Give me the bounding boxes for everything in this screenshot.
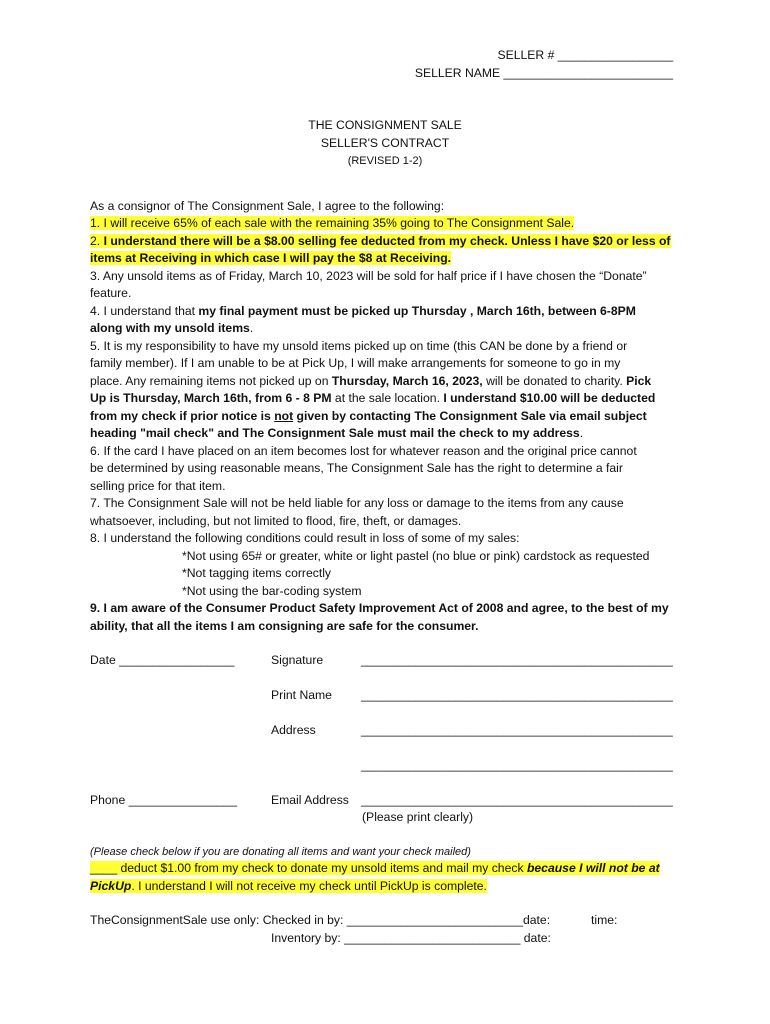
term-4-text: 4. I understand that: [90, 304, 199, 318]
term-5-bold-d: heading "mail check" and The Consignment Sale must mail the check to my address: [90, 426, 580, 440]
term-5-end: .: [579, 426, 584, 440]
term-5-cont-1: family member). If I am unable to be at Pick Up, I will make arrangements for someone to go in my: [90, 356, 621, 370]
term-2-text-cont: items at Receiving in which case I will pay the $8 at Receiving.: [90, 251, 452, 265]
term-8-condition-1: *Not using 65# or greater, white or light pastel (no blue or pink) cardstock as requested: [182, 549, 650, 563]
term-5-bold-b: from my check if prior notice is: [90, 409, 275, 423]
donate-option-emphasis: because I will not be at: [526, 861, 660, 875]
term-8-condition-3: *Not using the bar-coding system: [182, 584, 362, 598]
term-8: 8. I understand the following conditions could result in loss of some of my sales:: [90, 531, 520, 545]
signature-label: Signature: [271, 653, 324, 667]
term-6-cont-2: selling price for that item.: [90, 479, 226, 493]
term-6: 6. If the card I have placed on an item becomes lost for whatever reason and the original price cannot: [90, 444, 637, 458]
term-9-cont: ability, that all the items I am consigning are safe for the consumer.: [90, 619, 479, 633]
term-7-cont: whatsoever, including, but not limited to flood, fire, theft, or damages.: [90, 514, 462, 528]
term-3-cont: feature.: [90, 286, 132, 300]
term-6-cont-1: be determined by using reasonable means, The Consignment Sale has the right to determine a fair: [90, 461, 623, 475]
term-5-pickup: Up is Thursday, March 16th, from 6 - 8 PM: [90, 391, 332, 405]
term-1: [90, 215, 680, 233]
term-2-number: 2.: [90, 234, 104, 248]
term-5-bold-a: Pick: [626, 374, 652, 388]
term-4: [90, 303, 680, 321]
term-2: [90, 233, 680, 251]
term-4-bold: my final payment must be picked up Thursday , March 16th, between 6-8PM: [198, 304, 636, 318]
address-field-1[interactable]: ______________________________________________: [361, 723, 673, 737]
intro-text: As a consignor of The Consignment Sale, I agree to the following:: [90, 199, 445, 213]
donate-option-text[interactable]: ____ deduct $1.00 from my check to donate my unsold items and mail my check: [90, 861, 527, 875]
donate-note: (Please check below if you are donating all items and want your check mailed): [90, 846, 471, 858]
term-1-text: 1. I will receive 65% of each sale with the remaining 35% going to The Consignment Sale.: [90, 216, 575, 230]
phone-field[interactable]: Phone ________________: [90, 793, 238, 807]
term-5-cont-3: [90, 390, 680, 408]
donate-option-cont: [90, 878, 680, 896]
term-5-text-a: place. Any remaining items not picked up on: [90, 374, 332, 388]
print-clearly-note: (Please print clearly): [362, 810, 474, 824]
office-use-inventory: Inventory by: __________________________ date:: [271, 931, 551, 945]
term-5-not: not: [274, 409, 294, 423]
term-2-text: I understand there will be a $8.00 selling fee deducted from my check. Unless I have $20 or less of: [103, 234, 671, 248]
seller-number-line: SELLER # _________________: [497, 48, 673, 62]
address-label: Address: [271, 723, 316, 737]
doc-revision: (REVISED 1-2): [347, 155, 423, 167]
term-5-cont-4: [90, 408, 680, 426]
doc-title: THE CONSIGNMENT SALE: [308, 118, 462, 132]
term-8-condition-2: *Not tagging items correctly: [182, 566, 332, 580]
term-5-bold-c: given by contacting The Consignment Sale via email subject: [293, 409, 647, 423]
term-3: 3. Any unsold items as of Friday, March 10, 2023 will be sold for half price if I have chosen the “Donate”: [90, 269, 647, 283]
term-5-text-b: will be donated to charity.: [482, 374, 627, 388]
term-5-date: Thursday, March 16, 2023,: [331, 374, 483, 388]
term-9: 9. I am aware of the Consumer Product Safety Improvement Act of 2008 and agree, to the best of my: [90, 601, 669, 615]
term-4-end: .: [249, 321, 254, 335]
address-field-2[interactable]: ______________________________________________: [361, 758, 673, 772]
donate-option-text-cont: . I understand I will not receive my check until PickUp is complete.: [131, 879, 487, 893]
print-name-label: Print Name: [271, 688, 332, 702]
seller-name-line: SELLER NAME _________________________: [414, 66, 673, 80]
term-2-cont: [90, 250, 680, 268]
term-4-cont: [90, 320, 680, 338]
term-5-cont-5: [90, 425, 680, 443]
term-5-text-c: at the sale location.: [331, 391, 444, 405]
term-5-cont-2: [90, 373, 680, 391]
date-field[interactable]: Date _________________: [90, 653, 235, 667]
term-5-fee: I understand $10.00 will be deducted: [443, 391, 656, 405]
office-use-time: time:: [591, 913, 618, 927]
term-5: 5. It is my responsibility to have my unsold items picked up on time (this CAN be done by a friend or: [90, 339, 628, 353]
term-7: 7. The Consignment Sale will not be held liable for any loss or damage to the items from any cause: [90, 496, 624, 510]
email-label: Email Address: [271, 793, 349, 807]
doc-subtitle: SELLER'S CONTRACT: [320, 136, 450, 150]
donate-pickup-emphasis: PickUp: [90, 879, 132, 893]
office-use-checked-in: TheConsignmentSale use only: Checked in by: __________________________date:: [90, 913, 551, 927]
signature-field[interactable]: ______________________________________________: [361, 653, 673, 667]
donate-option: [90, 860, 680, 878]
email-field[interactable]: ______________________________________________: [361, 793, 673, 807]
print-name-field[interactable]: ______________________________________________: [361, 688, 673, 702]
term-4-bold-cont: along with my unsold items: [90, 321, 250, 335]
